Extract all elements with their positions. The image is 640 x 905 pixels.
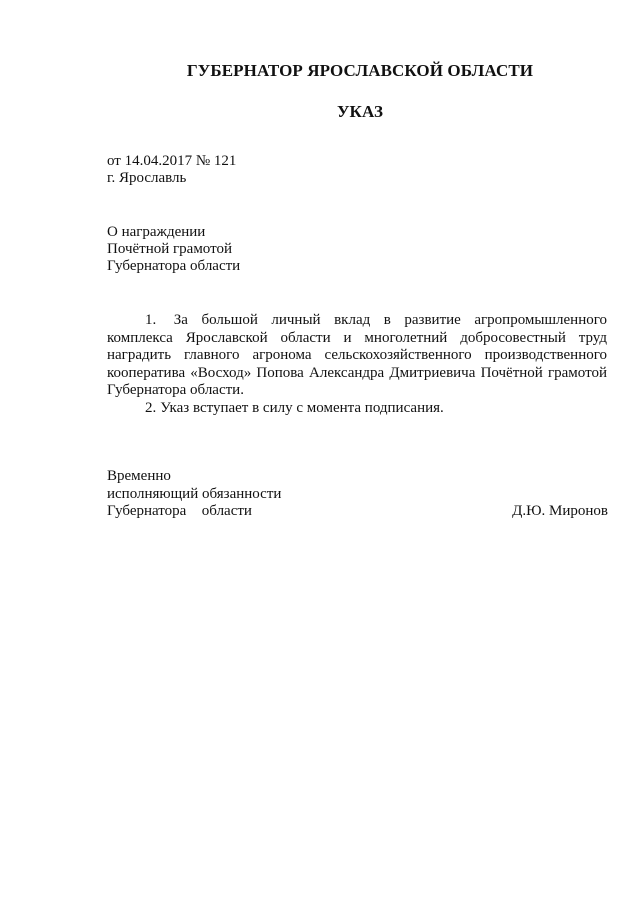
document-subject <box>107 224 240 275</box>
paragraph-1-number: 1. <box>145 312 157 328</box>
city: г. Ярославль <box>107 170 187 186</box>
paragraph-2-text: Указ вступает в силу с момента подписания. <box>160 399 444 416</box>
paragraph-2-number: 2. <box>145 399 157 416</box>
subject-line-3: Губернатора области <box>107 258 241 274</box>
subject-line-1: О награждении <box>107 224 206 240</box>
date-number: от 14.04.2017 № 121 <box>107 153 237 169</box>
document-type-heading: УКАЗ <box>336 102 384 121</box>
document-meta <box>107 153 236 187</box>
signature-block <box>107 468 281 521</box>
paragraph-1-text: За большой личный вклад в развитие агропромышленного комплекса Ярославской области и многолетний добросовестный труд наградить главного агронома сельскохозяйственного производственного кооператива «Восход» Попова Александра Дмитриевича Почётной грамотой Губернатора области. <box>107 312 608 398</box>
signatory-title-line-3: Губернатора области <box>107 503 252 519</box>
subject-line-2: Почётной грамотой <box>107 241 232 257</box>
signer-name: Д.Ю. Миронов <box>512 503 608 519</box>
paragraph-1 <box>107 312 607 400</box>
authority-heading: ГУБЕРНАТОР ЯРОСЛАВСКОЙ ОБЛАСТИ <box>186 61 534 80</box>
document-body <box>107 312 607 417</box>
signatory-title-line-1: Временно <box>107 468 171 484</box>
paragraph-2 <box>107 400 607 418</box>
signatory-title-line-2: исполняющий обязанности <box>107 485 282 502</box>
